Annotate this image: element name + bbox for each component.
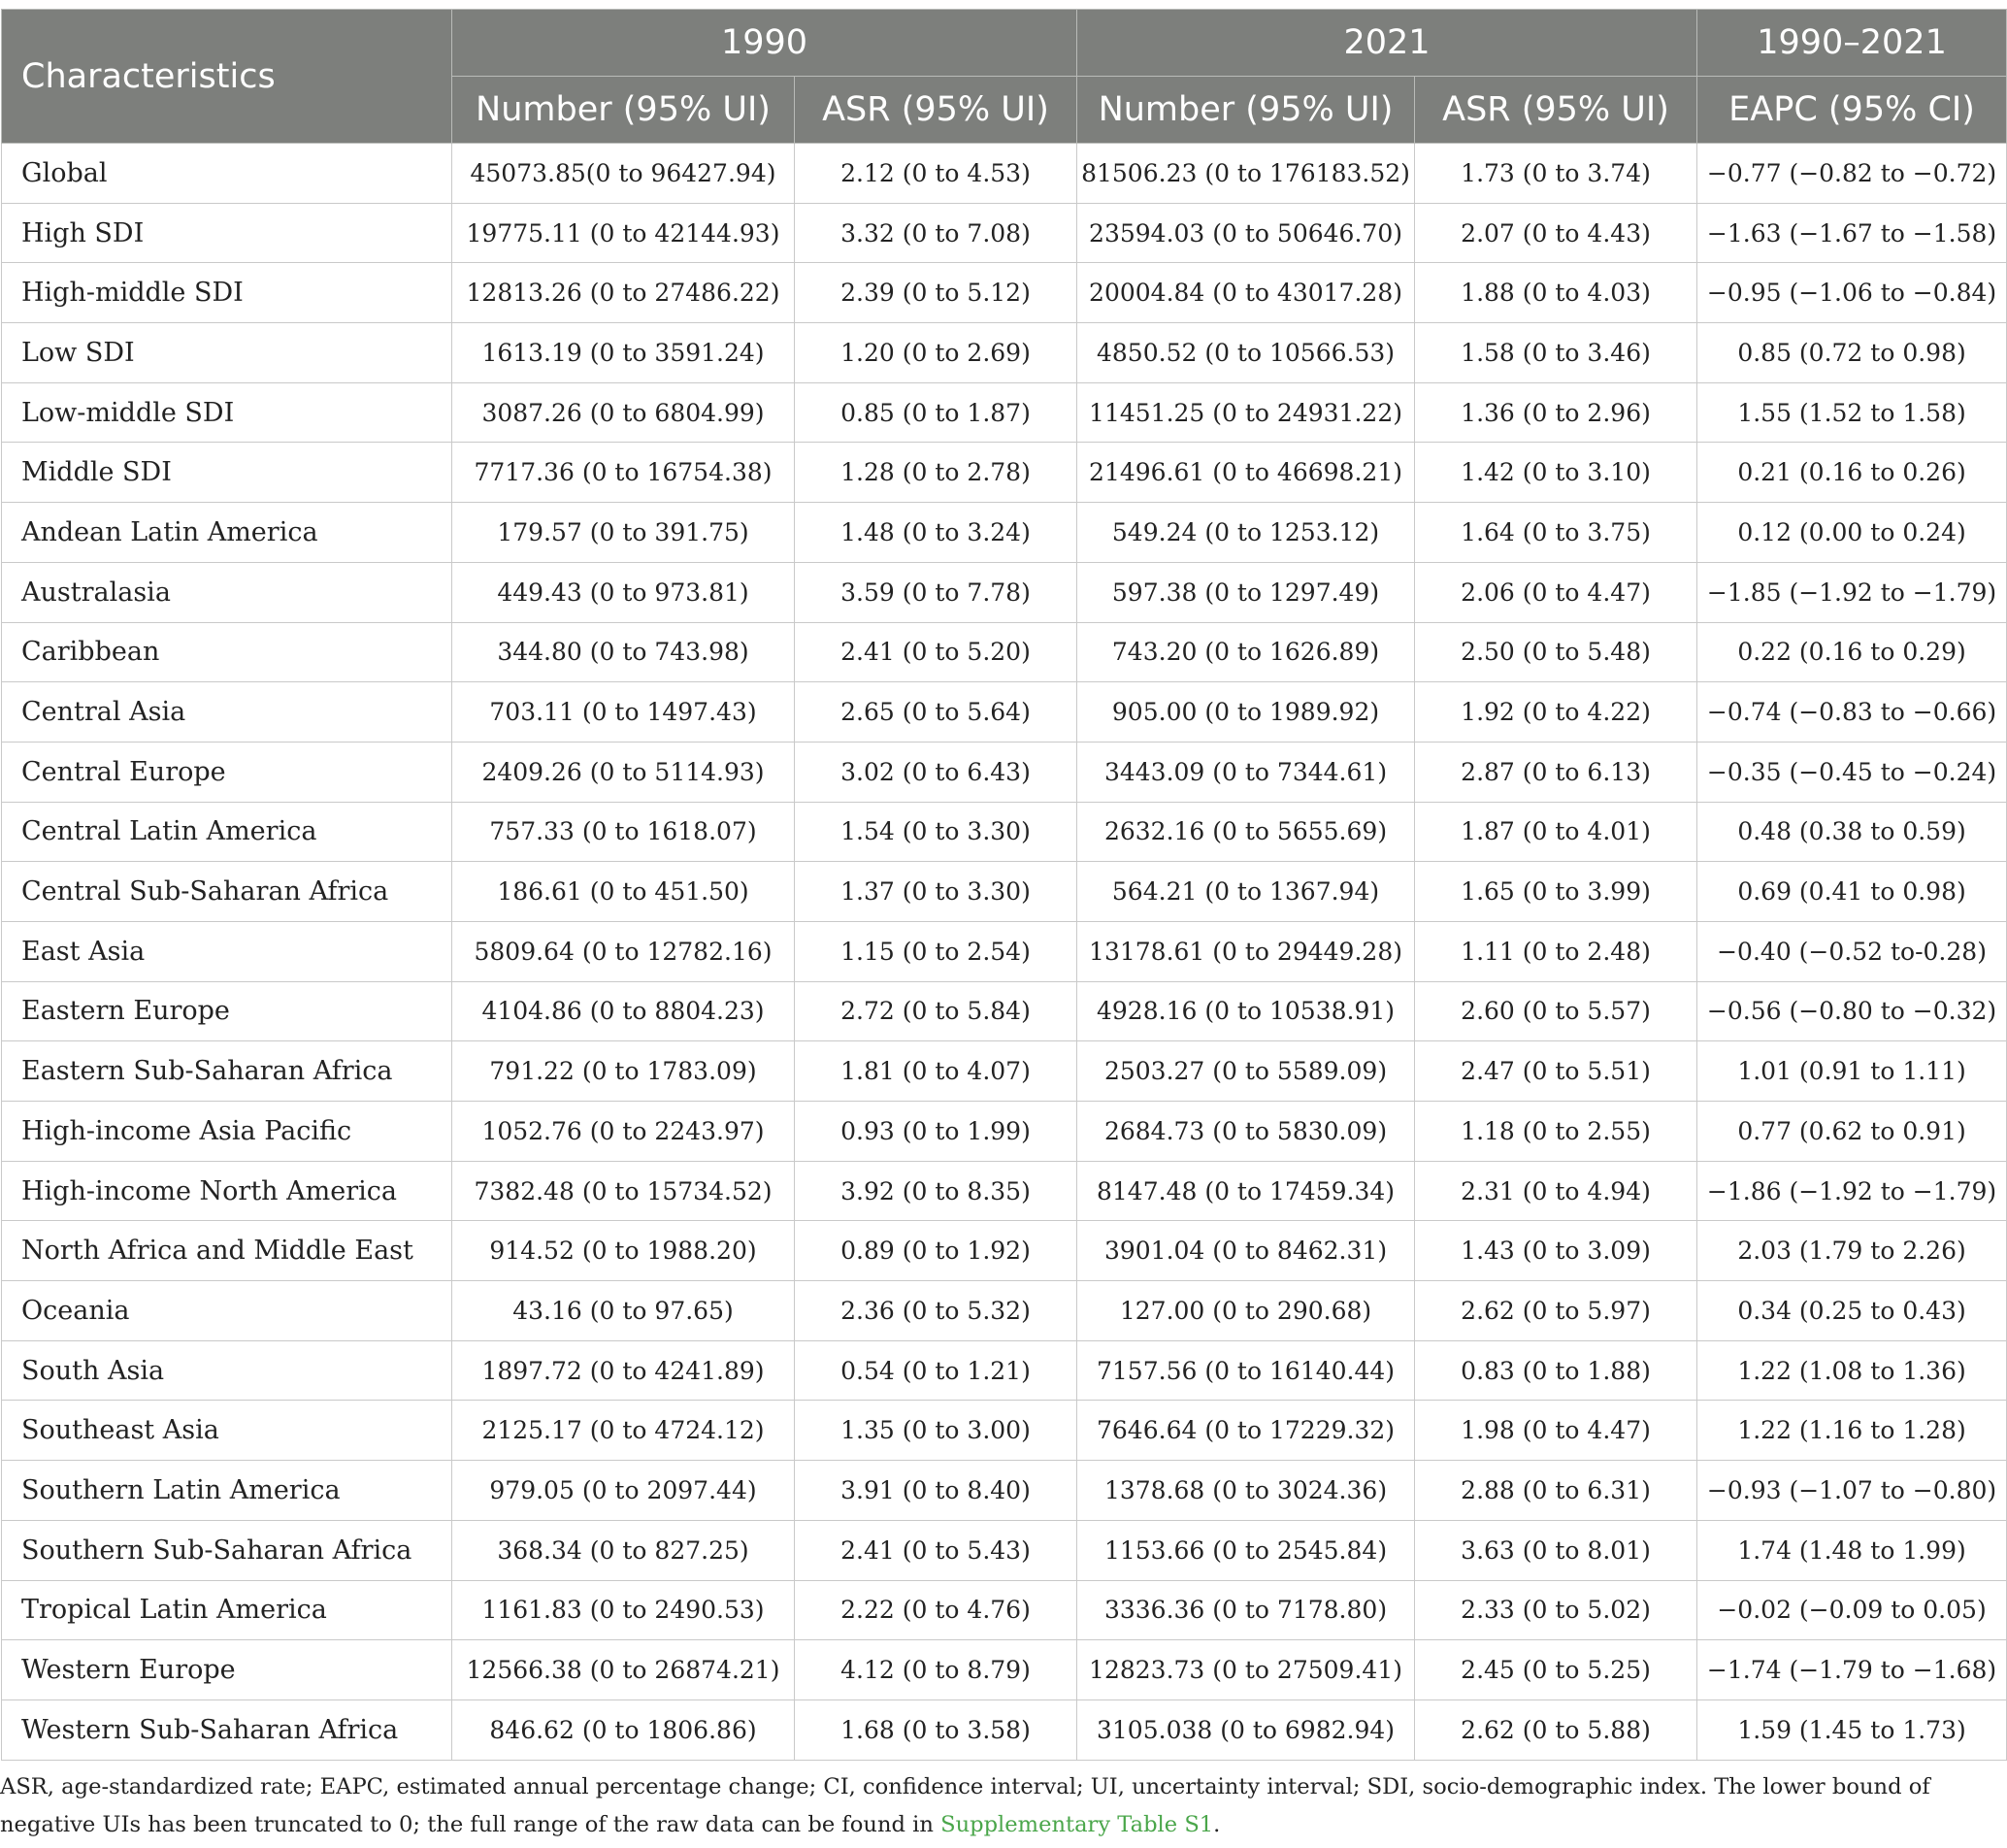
characteristic-cell: Low-middle SDI bbox=[2, 382, 452, 443]
number-2021-cell: 597.38 (0 to 1297.49) bbox=[1077, 562, 1415, 622]
characteristic-cell: South Asia bbox=[2, 1340, 452, 1401]
number-2021-cell: 12823.73 (0 to 27509.41) bbox=[1077, 1640, 1415, 1700]
number-2021-cell: 743.20 (0 to 1626.89) bbox=[1077, 622, 1415, 682]
asr-1990-cell: 2.41 (0 to 5.43) bbox=[795, 1520, 1077, 1580]
number-2021-cell: 11451.25 (0 to 24931.22) bbox=[1077, 382, 1415, 443]
characteristic-cell: Eastern Europe bbox=[2, 981, 452, 1041]
asr-1990-cell: 3.59 (0 to 7.78) bbox=[795, 562, 1077, 622]
number-2021-cell: 127.00 (0 to 290.68) bbox=[1077, 1281, 1415, 1341]
table-row bbox=[2, 921, 2007, 981]
number-1990-cell: 7382.48 (0 to 15734.52) bbox=[452, 1161, 795, 1221]
asr-1990-cell: 0.89 (0 to 1.92) bbox=[795, 1221, 1077, 1281]
table-row bbox=[2, 1700, 2007, 1760]
eapc-cell: −0.40 (−0.52 to-0.28) bbox=[1697, 921, 2007, 981]
asr-2021-cell: 2.60 (0 to 5.57) bbox=[1415, 981, 1697, 1041]
characteristic-cell: North Africa and Middle East bbox=[2, 1221, 452, 1281]
asr-1990-cell: 1.68 (0 to 3.58) bbox=[795, 1700, 1077, 1760]
asr-2021-cell: 2.45 (0 to 5.25) bbox=[1415, 1640, 1697, 1700]
table-row bbox=[2, 682, 2007, 742]
eapc-cell: 0.34 (0.25 to 0.43) bbox=[1697, 1281, 2007, 1341]
table-row bbox=[2, 1221, 2007, 1281]
asr-2021-cell: 1.73 (0 to 3.74) bbox=[1415, 144, 1697, 204]
eapc-cell: 2.03 (1.79 to 2.26) bbox=[1697, 1221, 2007, 1281]
table-row bbox=[2, 1520, 2007, 1580]
number-2021-cell: 7646.64 (0 to 17229.32) bbox=[1077, 1401, 1415, 1461]
asr-2021-cell: 2.06 (0 to 4.47) bbox=[1415, 562, 1697, 622]
asr-2021-cell: 1.88 (0 to 4.03) bbox=[1415, 263, 1697, 323]
asr-2021-cell: 1.58 (0 to 3.46) bbox=[1415, 323, 1697, 383]
asr-2021-cell: 1.92 (0 to 4.22) bbox=[1415, 682, 1697, 742]
eapc-cell: −1.86 (−1.92 to −1.79) bbox=[1697, 1161, 2007, 1221]
number-1990-cell: 757.33 (0 to 1618.07) bbox=[452, 802, 795, 862]
document bbox=[0, 9, 2007, 1761]
asr-1990-cell: 1.48 (0 to 3.24) bbox=[795, 503, 1077, 563]
characteristic-cell: Central Asia bbox=[2, 682, 452, 742]
characteristic-cell: Southern Latin America bbox=[2, 1461, 452, 1521]
asr-1990-cell: 0.93 (0 to 1.99) bbox=[795, 1102, 1077, 1162]
number-2021-cell: 20004.84 (0 to 43017.28) bbox=[1077, 263, 1415, 323]
eapc-cell: 1.55 (1.52 to 1.58) bbox=[1697, 382, 2007, 443]
asr-2021-cell: 0.83 (0 to 1.88) bbox=[1415, 1340, 1697, 1401]
asr-1990-cell: 2.65 (0 to 5.64) bbox=[795, 682, 1077, 742]
number-1990-cell: 2125.17 (0 to 4724.12) bbox=[452, 1401, 795, 1461]
number-2021-cell: 549.24 (0 to 1253.12) bbox=[1077, 503, 1415, 563]
characteristic-cell: Western Sub-Saharan Africa bbox=[2, 1700, 452, 1760]
characteristic-cell: High-income North America bbox=[2, 1161, 452, 1221]
subheader-number-2021: Number (95% UI) bbox=[1077, 77, 1415, 144]
asr-2021-cell: 1.42 (0 to 3.10) bbox=[1415, 443, 1697, 503]
number-1990-cell: 1613.19 (0 to 3591.24) bbox=[452, 323, 795, 383]
eapc-cell: 1.22 (1.16 to 1.28) bbox=[1697, 1401, 2007, 1461]
number-1990-cell: 344.80 (0 to 743.98) bbox=[452, 622, 795, 682]
table-row bbox=[2, 742, 2007, 802]
eapc-cell: 1.74 (1.48 to 1.99) bbox=[1697, 1520, 2007, 1580]
eapc-cell: 0.69 (0.41 to 0.98) bbox=[1697, 862, 2007, 922]
asr-1990-cell: 2.72 (0 to 5.84) bbox=[795, 981, 1077, 1041]
table-row bbox=[2, 562, 2007, 622]
number-2021-cell: 2684.73 (0 to 5830.09) bbox=[1077, 1102, 1415, 1162]
eapc-cell: 1.01 (0.91 to 1.11) bbox=[1697, 1041, 2007, 1102]
eapc-cell: −0.93 (−1.07 to −0.80) bbox=[1697, 1461, 2007, 1521]
asr-2021-cell: 1.11 (0 to 2.48) bbox=[1415, 921, 1697, 981]
asr-1990-cell: 3.91 (0 to 8.40) bbox=[795, 1461, 1077, 1521]
asr-2021-cell: 2.87 (0 to 6.13) bbox=[1415, 742, 1697, 802]
eapc-cell: −0.95 (−1.06 to −0.84) bbox=[1697, 263, 2007, 323]
characteristic-cell: Central Europe bbox=[2, 742, 452, 802]
asr-2021-cell: 1.64 (0 to 3.75) bbox=[1415, 503, 1697, 563]
asr-1990-cell: 4.12 (0 to 8.79) bbox=[795, 1640, 1077, 1700]
number-2021-cell: 21496.61 (0 to 46698.21) bbox=[1077, 443, 1415, 503]
eapc-cell: 0.48 (0.38 to 0.59) bbox=[1697, 802, 2007, 862]
number-1990-cell: 703.11 (0 to 1497.43) bbox=[452, 682, 795, 742]
table-row bbox=[2, 382, 2007, 443]
footnote-end: . bbox=[1213, 1812, 1221, 1837]
number-1990-cell: 791.22 (0 to 1783.09) bbox=[452, 1041, 795, 1102]
number-1990-cell: 5809.64 (0 to 12782.16) bbox=[452, 921, 795, 981]
eapc-cell: −1.74 (−1.79 to −1.68) bbox=[1697, 1640, 2007, 1700]
asr-2021-cell: 1.18 (0 to 2.55) bbox=[1415, 1102, 1697, 1162]
number-1990-cell: 914.52 (0 to 1988.20) bbox=[452, 1221, 795, 1281]
eapc-cell: 1.59 (1.45 to 1.73) bbox=[1697, 1700, 2007, 1760]
table-row bbox=[2, 1041, 2007, 1102]
header-group-1990: 1990 bbox=[452, 10, 1077, 77]
asr-2021-cell: 1.36 (0 to 2.96) bbox=[1415, 382, 1697, 443]
number-1990-cell: 846.62 (0 to 1806.86) bbox=[452, 1700, 795, 1760]
eapc-cell: 0.21 (0.16 to 0.26) bbox=[1697, 443, 2007, 503]
table-row bbox=[2, 1102, 2007, 1162]
number-2021-cell: 4850.52 (0 to 10566.53) bbox=[1077, 323, 1415, 383]
number-2021-cell: 13178.61 (0 to 29449.28) bbox=[1077, 921, 1415, 981]
footnote-text: ASR, age-standardized rate; EAPC, estimated annual percentage change; CI, confidence interval; UI, uncertainty interval; SDI, socio-demographic index. The lower bound of negative UIs has been truncated to 0; the full range of the raw data can be found in bbox=[0, 1774, 1930, 1837]
number-1990-cell: 4104.86 (0 to 8804.23) bbox=[452, 981, 795, 1041]
number-1990-cell: 45073.85(0 to 96427.94) bbox=[452, 144, 795, 204]
characteristic-cell: Central Latin America bbox=[2, 802, 452, 862]
asr-1990-cell: 1.37 (0 to 3.30) bbox=[795, 862, 1077, 922]
asr-1990-cell: 3.32 (0 to 7.08) bbox=[795, 203, 1077, 263]
characteristic-cell: High SDI bbox=[2, 203, 452, 263]
asr-2021-cell: 1.87 (0 to 4.01) bbox=[1415, 802, 1697, 862]
asr-2021-cell: 2.33 (0 to 5.02) bbox=[1415, 1580, 1697, 1640]
table-footnote bbox=[0, 1768, 1980, 1844]
number-2021-cell: 2503.27 (0 to 5589.09) bbox=[1077, 1041, 1415, 1102]
number-2021-cell: 1153.66 (0 to 2545.84) bbox=[1077, 1520, 1415, 1580]
eapc-cell: 0.85 (0.72 to 0.98) bbox=[1697, 323, 2007, 383]
table-row bbox=[2, 144, 2007, 204]
table-body bbox=[2, 144, 2007, 1761]
asr-2021-cell: 2.31 (0 to 4.94) bbox=[1415, 1161, 1697, 1221]
table-row bbox=[2, 203, 2007, 263]
number-1990-cell: 2409.26 (0 to 5114.93) bbox=[452, 742, 795, 802]
asr-1990-cell: 2.36 (0 to 5.32) bbox=[795, 1281, 1077, 1341]
table-row bbox=[2, 323, 2007, 383]
asr-1990-cell: 1.15 (0 to 2.54) bbox=[795, 921, 1077, 981]
characteristic-cell: Southeast Asia bbox=[2, 1401, 452, 1461]
number-1990-cell: 368.34 (0 to 827.25) bbox=[452, 1520, 795, 1580]
asr-1990-cell: 3.92 (0 to 8.35) bbox=[795, 1161, 1077, 1221]
number-2021-cell: 81506.23 (0 to 176183.52) bbox=[1077, 144, 1415, 204]
eapc-cell: −0.77 (−0.82 to −0.72) bbox=[1697, 144, 2007, 204]
number-1990-cell: 1052.76 (0 to 2243.97) bbox=[452, 1102, 795, 1162]
number-1990-cell: 449.43 (0 to 973.81) bbox=[452, 562, 795, 622]
subheader-number-1990: Number (95% UI) bbox=[452, 77, 795, 144]
table-row bbox=[2, 862, 2007, 922]
subheader-eapc: EAPC (95% CI) bbox=[1697, 77, 2007, 144]
eapc-cell: −0.56 (−0.80 to −0.32) bbox=[1697, 981, 2007, 1041]
asr-2021-cell: 2.62 (0 to 5.88) bbox=[1415, 1700, 1697, 1760]
number-1990-cell: 19775.11 (0 to 42144.93) bbox=[452, 203, 795, 263]
number-1990-cell: 1161.83 (0 to 2490.53) bbox=[452, 1580, 795, 1640]
number-2021-cell: 8147.48 (0 to 17459.34) bbox=[1077, 1161, 1415, 1221]
number-2021-cell: 23594.03 (0 to 50646.70) bbox=[1077, 203, 1415, 263]
asr-2021-cell: 1.43 (0 to 3.09) bbox=[1415, 1221, 1697, 1281]
table-row bbox=[2, 1161, 2007, 1221]
characteristic-cell: Western Europe bbox=[2, 1640, 452, 1700]
asr-1990-cell: 2.22 (0 to 4.76) bbox=[795, 1580, 1077, 1640]
table-header bbox=[2, 10, 2007, 144]
asr-2021-cell: 2.88 (0 to 6.31) bbox=[1415, 1461, 1697, 1521]
asr-1990-cell: 0.54 (0 to 1.21) bbox=[795, 1340, 1077, 1401]
number-1990-cell: 3087.26 (0 to 6804.99) bbox=[452, 382, 795, 443]
asr-2021-cell: 2.47 (0 to 5.51) bbox=[1415, 1041, 1697, 1102]
table-row bbox=[2, 1281, 2007, 1341]
characteristic-cell: Middle SDI bbox=[2, 443, 452, 503]
asr-1990-cell: 1.20 (0 to 2.69) bbox=[795, 323, 1077, 383]
table-row bbox=[2, 802, 2007, 862]
header-characteristics: Characteristics bbox=[2, 10, 452, 144]
eapc-cell: 0.12 (0.00 to 0.24) bbox=[1697, 503, 2007, 563]
table-row bbox=[2, 1580, 2007, 1640]
table-row bbox=[2, 1401, 2007, 1461]
table-row bbox=[2, 1640, 2007, 1700]
asr-2021-cell: 2.50 (0 to 5.48) bbox=[1415, 622, 1697, 682]
asr-2021-cell: 1.65 (0 to 3.99) bbox=[1415, 862, 1697, 922]
number-2021-cell: 3336.36 (0 to 7178.80) bbox=[1077, 1580, 1415, 1640]
table-row bbox=[2, 622, 2007, 682]
number-1990-cell: 12813.26 (0 to 27486.22) bbox=[452, 263, 795, 323]
number-1990-cell: 7717.36 (0 to 16754.38) bbox=[452, 443, 795, 503]
asr-2021-cell: 2.07 (0 to 4.43) bbox=[1415, 203, 1697, 263]
number-1990-cell: 43.16 (0 to 97.65) bbox=[452, 1281, 795, 1341]
table-row bbox=[2, 1461, 2007, 1521]
asr-2021-cell: 1.98 (0 to 4.47) bbox=[1415, 1401, 1697, 1461]
number-1990-cell: 12566.38 (0 to 26874.21) bbox=[452, 1640, 795, 1700]
table-row bbox=[2, 981, 2007, 1041]
number-2021-cell: 905.00 (0 to 1989.92) bbox=[1077, 682, 1415, 742]
asr-2021-cell: 3.63 (0 to 8.01) bbox=[1415, 1520, 1697, 1580]
characteristic-cell: Tropical Latin America bbox=[2, 1580, 452, 1640]
number-2021-cell: 2632.16 (0 to 5655.69) bbox=[1077, 802, 1415, 862]
asr-1990-cell: 1.35 (0 to 3.00) bbox=[795, 1401, 1077, 1461]
table-row bbox=[2, 1340, 2007, 1401]
characteristic-cell: Andean Latin America bbox=[2, 503, 452, 563]
characteristic-cell: Central Sub-Saharan Africa bbox=[2, 862, 452, 922]
characteristic-cell: Caribbean bbox=[2, 622, 452, 682]
asr-1990-cell: 2.41 (0 to 5.20) bbox=[795, 622, 1077, 682]
table-row bbox=[2, 503, 2007, 563]
table-row bbox=[2, 263, 2007, 323]
characteristic-cell: Low SDI bbox=[2, 323, 452, 383]
asr-1990-cell: 2.12 (0 to 4.53) bbox=[795, 144, 1077, 204]
eapc-cell: 0.77 (0.62 to 0.91) bbox=[1697, 1102, 2007, 1162]
number-2021-cell: 3443.09 (0 to 7344.61) bbox=[1077, 742, 1415, 802]
eapc-cell: −0.74 (−0.83 to −0.66) bbox=[1697, 682, 2007, 742]
header-group-1990-2021: 1990–2021 bbox=[1697, 10, 2007, 77]
asr-1990-cell: 1.81 (0 to 4.07) bbox=[795, 1041, 1077, 1102]
number-2021-cell: 564.21 (0 to 1367.94) bbox=[1077, 862, 1415, 922]
characteristic-cell: Eastern Sub-Saharan Africa bbox=[2, 1041, 452, 1102]
asr-1990-cell: 1.28 (0 to 2.78) bbox=[795, 443, 1077, 503]
characteristic-cell: High-income Asia Pacific bbox=[2, 1102, 452, 1162]
number-2021-cell: 4928.16 (0 to 10538.91) bbox=[1077, 981, 1415, 1041]
table-row bbox=[2, 443, 2007, 503]
asr-1990-cell: 2.39 (0 to 5.12) bbox=[795, 263, 1077, 323]
results-table bbox=[1, 9, 2007, 1761]
number-1990-cell: 1897.72 (0 to 4241.89) bbox=[452, 1340, 795, 1401]
header-group-2021: 2021 bbox=[1077, 10, 1697, 77]
number-1990-cell: 186.61 (0 to 451.50) bbox=[452, 862, 795, 922]
number-2021-cell: 1378.68 (0 to 3024.36) bbox=[1077, 1461, 1415, 1521]
number-2021-cell: 7157.56 (0 to 16140.44) bbox=[1077, 1340, 1415, 1401]
subheader-asr-1990: ASR (95% UI) bbox=[795, 77, 1077, 144]
number-1990-cell: 179.57 (0 to 391.75) bbox=[452, 503, 795, 563]
asr-2021-cell: 2.62 (0 to 5.97) bbox=[1415, 1281, 1697, 1341]
eapc-cell: 1.22 (1.08 to 1.36) bbox=[1697, 1340, 2007, 1401]
eapc-cell: −1.85 (−1.92 to −1.79) bbox=[1697, 562, 2007, 622]
characteristic-cell: Oceania bbox=[2, 1281, 452, 1341]
characteristic-cell: High-middle SDI bbox=[2, 263, 452, 323]
subheader-asr-2021: ASR (95% UI) bbox=[1415, 77, 1697, 144]
eapc-cell: 0.22 (0.16 to 0.29) bbox=[1697, 622, 2007, 682]
supplementary-link[interactable]: Supplementary Table S1 bbox=[940, 1812, 1214, 1837]
characteristic-cell: Global bbox=[2, 144, 452, 204]
eapc-cell: −1.63 (−1.67 to −1.58) bbox=[1697, 203, 2007, 263]
eapc-cell: −0.35 (−0.45 to −0.24) bbox=[1697, 742, 2007, 802]
eapc-cell: −0.02 (−0.09 to 0.05) bbox=[1697, 1580, 2007, 1640]
characteristic-cell: Southern Sub-Saharan Africa bbox=[2, 1520, 452, 1580]
characteristic-cell: East Asia bbox=[2, 921, 452, 981]
number-2021-cell: 3901.04 (0 to 8462.31) bbox=[1077, 1221, 1415, 1281]
number-1990-cell: 979.05 (0 to 2097.44) bbox=[452, 1461, 795, 1521]
characteristic-cell: Australasia bbox=[2, 562, 452, 622]
number-2021-cell: 3105.038 (0 to 6982.94) bbox=[1077, 1700, 1415, 1760]
asr-1990-cell: 0.85 (0 to 1.87) bbox=[795, 382, 1077, 443]
asr-1990-cell: 1.54 (0 to 3.30) bbox=[795, 802, 1077, 862]
asr-1990-cell: 3.02 (0 to 6.43) bbox=[795, 742, 1077, 802]
